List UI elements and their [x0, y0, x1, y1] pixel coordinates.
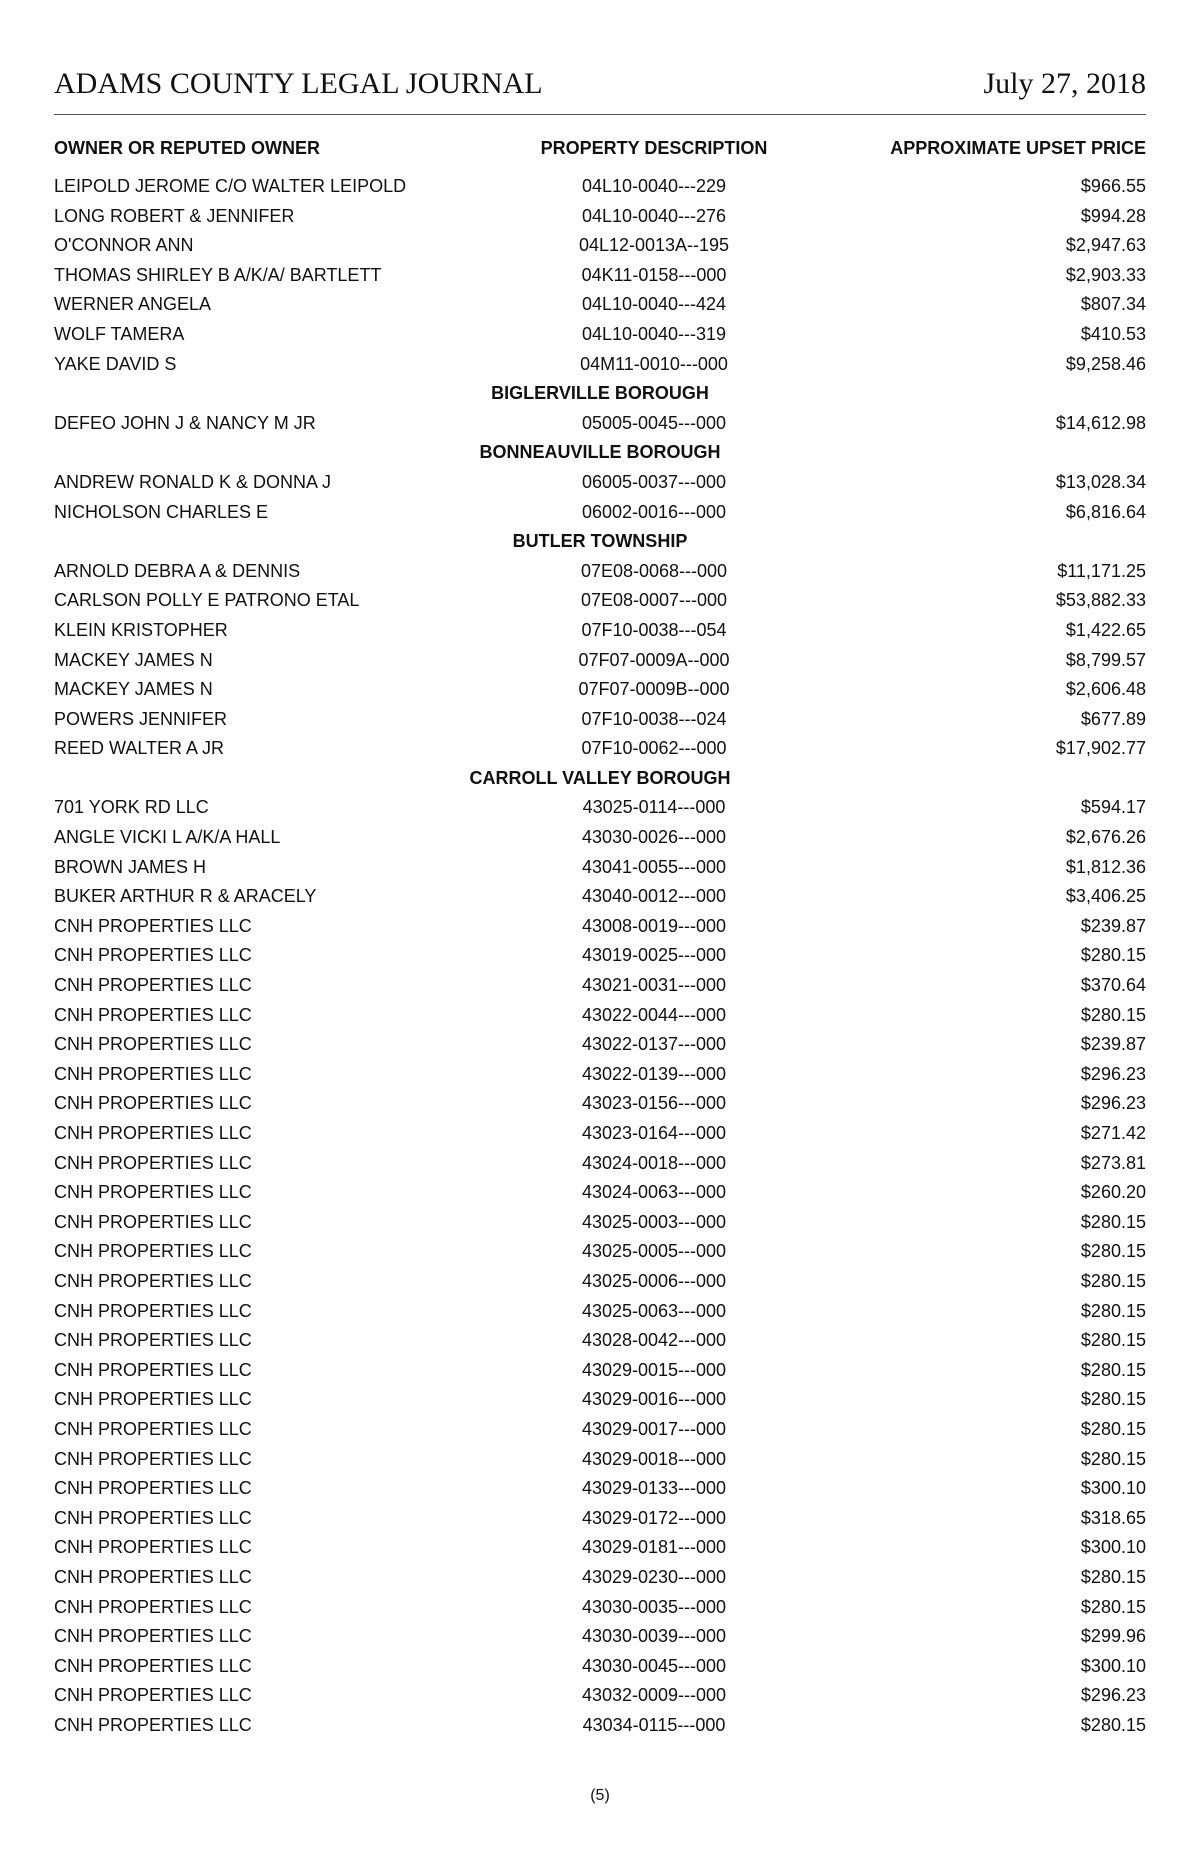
list-item — [54, 557, 1146, 587]
list-item — [54, 231, 1146, 261]
property-description: 05005-0045---000 — [581, 412, 727, 433]
upset-price: $300.10 — [1080, 1478, 1146, 1499]
upset-price: $273.81 — [1080, 1152, 1146, 1173]
upset-price: $1,422.65 — [1065, 619, 1146, 640]
property-description: 43029-0172---000 — [581, 1507, 727, 1528]
owner-name: LEIPOLD JEROME C/O WALTER LEIPOLD — [54, 176, 407, 196]
upset-price: $8,799.57 — [1065, 649, 1146, 670]
upset-price: $280.15 — [1080, 1448, 1146, 1469]
owner-name: MACKEY JAMES N — [54, 649, 213, 670]
owner-name: WERNER ANGELA — [54, 294, 212, 315]
section-heading: CARROLL VALLEY BOROUGH — [469, 767, 731, 788]
list-item — [54, 823, 1146, 853]
owner-name: CNH PROPERTIES LLC — [54, 975, 252, 996]
column-headers — [54, 136, 1146, 160]
owner-name: CNH PROPERTIES LLC — [54, 1714, 252, 1735]
property-description: 43029-0015---000 — [581, 1359, 727, 1380]
owner-name: CNH PROPERTIES LLC — [54, 1330, 252, 1351]
upset-price: $260.20 — [1080, 1182, 1146, 1203]
list-item — [54, 734, 1146, 764]
property-description: 43021-0031---000 — [581, 975, 727, 996]
property-description: 43029-0133---000 — [581, 1478, 727, 1499]
upset-price: $994.28 — [1080, 205, 1146, 226]
upset-price: $13,028.34 — [1055, 471, 1146, 492]
upset-price: $299.96 — [1080, 1626, 1146, 1647]
property-description: 07F10-0038---024 — [581, 708, 727, 729]
property-description: 04L12-0013A--195 — [578, 235, 730, 256]
list-item — [54, 853, 1146, 883]
property-description: 43024-0063---000 — [581, 1182, 727, 1203]
property-description: 43008-0019---000 — [581, 915, 727, 936]
property-description: 43019-0025---000 — [581, 945, 727, 966]
owner-name: ANDREW RONALD K & DONNA J — [54, 471, 332, 492]
list-item — [54, 705, 1146, 735]
owner-name: CNH PROPERTIES LLC — [54, 1448, 252, 1469]
upset-price: $271.42 — [1080, 1123, 1146, 1143]
owner-name: DEFEO JOHN J & NANCY M JR — [54, 412, 316, 433]
property-description: 43022-0137---000 — [581, 1034, 727, 1055]
property-description: 43025-0003---000 — [581, 1211, 727, 1232]
upset-price: $280.15 — [1080, 1418, 1146, 1439]
owner-name: CNH PROPERTIES LLC — [54, 1034, 252, 1055]
list-item — [54, 1267, 1146, 1297]
owner-name: THOMAS SHIRLEY B A/K/A/ BARTLETT — [54, 264, 382, 285]
list-item — [54, 1178, 1146, 1208]
list-item — [54, 409, 1146, 439]
owner-name: CNH PROPERTIES LLC — [54, 1596, 252, 1617]
list-item — [54, 320, 1146, 350]
property-description: 43029-0018---000 — [581, 1448, 727, 1469]
property-description: 43032-0009---000 — [581, 1685, 727, 1706]
owner-name: KLEIN KRISTOPHER — [54, 619, 228, 640]
property-description: 43025-0006---000 — [581, 1270, 727, 1291]
page-number: (5) — [590, 1787, 610, 1804]
upset-price: $410.53 — [1080, 323, 1146, 344]
upset-price: $300.10 — [1080, 1537, 1146, 1558]
list-item — [54, 1474, 1146, 1504]
owner-name: CNH PROPERTIES LLC — [54, 945, 252, 966]
upset-price: $53,882.33 — [1055, 590, 1146, 611]
property-list — [54, 172, 1146, 1740]
owner-name: WOLF TAMERA — [54, 323, 185, 344]
owner-name: CNH PROPERTIES LLC — [54, 1004, 252, 1025]
upset-price: $2,606.48 — [1065, 679, 1146, 700]
owner-name: CNH PROPERTIES LLC — [54, 1418, 252, 1439]
list-item — [54, 1445, 1146, 1475]
upset-price: $2,676.26 — [1065, 827, 1146, 848]
issue-date: July 27, 2018 — [983, 67, 1146, 100]
owner-name: POWERS JENNIFER — [54, 708, 228, 729]
property-description: 04L10-0040---319 — [581, 323, 727, 344]
property-description: 43025-0063---000 — [581, 1300, 727, 1321]
section-heading: BIGLERVILLE BOROUGH — [491, 383, 709, 404]
property-description: 04M11-0010---000 — [580, 353, 728, 374]
list-item — [54, 675, 1146, 705]
property-description: 43029-0181---000 — [581, 1537, 727, 1558]
list-item — [54, 912, 1146, 942]
list-item — [54, 1030, 1146, 1060]
owner-name: CNH PROPERTIES LLC — [54, 1152, 252, 1173]
property-description: 43030-0045---000 — [581, 1655, 727, 1676]
property-description: 43023-0156---000 — [581, 1093, 727, 1114]
list-item — [54, 1208, 1146, 1238]
list-item — [54, 1593, 1146, 1623]
list-item — [54, 1711, 1146, 1741]
list-item — [54, 1237, 1146, 1267]
list-item — [54, 1652, 1146, 1682]
page-header — [54, 62, 1146, 115]
list-item — [54, 586, 1146, 616]
property-description: 07E08-0068---000 — [580, 560, 728, 581]
owner-name: CNH PROPERTIES LLC — [54, 1241, 252, 1262]
upset-price: $280.15 — [1080, 1004, 1146, 1025]
list-item — [54, 468, 1146, 498]
upset-price: $300.10 — [1080, 1655, 1146, 1676]
list-item — [54, 971, 1146, 1001]
owner-name: BROWN JAMES H — [54, 856, 207, 877]
upset-price: $594.17 — [1080, 797, 1146, 818]
list-item — [54, 793, 1146, 823]
property-description: 43025-0005---000 — [581, 1241, 727, 1262]
upset-price: $3,406.25 — [1065, 886, 1146, 907]
owner-name: CNH PROPERTIES LLC — [54, 1478, 252, 1499]
upset-price: $17,902.77 — [1055, 738, 1146, 759]
upset-price: $966.55 — [1080, 176, 1146, 196]
property-description: 04L10-0040---229 — [581, 176, 727, 196]
owner-name: REED WALTER A JR — [54, 738, 225, 759]
property-description: 43041-0055---000 — [581, 856, 727, 877]
section-heading: BUTLER TOWNSHIP — [512, 531, 688, 552]
property-description: 43024-0018---000 — [581, 1152, 727, 1173]
journal-title: ADAMS COUNTY LEGAL JOURNAL — [54, 67, 543, 100]
list-item — [54, 1415, 1146, 1445]
upset-price: $280.15 — [1080, 1566, 1146, 1587]
owner-name: LONG ROBERT & JENNIFER — [54, 205, 295, 226]
owner-name: CNH PROPERTIES LLC — [54, 1359, 252, 1380]
upset-price: $2,947.63 — [1065, 235, 1146, 256]
upset-price: $11,171.25 — [1057, 560, 1146, 581]
owner-name: NICHOLSON CHARLES E — [54, 501, 269, 522]
upset-price: $9,258.46 — [1065, 353, 1146, 374]
list-item — [54, 498, 1146, 528]
upset-price: $296.23 — [1080, 1685, 1146, 1706]
upset-price: $296.23 — [1080, 1093, 1146, 1114]
upset-price: $280.15 — [1080, 1300, 1146, 1321]
upset-price: $280.15 — [1080, 1596, 1146, 1617]
list-item — [54, 1060, 1146, 1090]
property-description: 43023-0164---000 — [581, 1123, 727, 1143]
owner-name: CNH PROPERTIES LLC — [54, 1507, 252, 1528]
owner-name: BUKER ARTHUR R & ARACELY — [54, 886, 317, 907]
property-description: 07E08-0007---000 — [580, 590, 728, 611]
property-description: 43029-0016---000 — [581, 1389, 727, 1410]
property-description: 04L10-0040---424 — [581, 294, 727, 315]
property-description: 43030-0026---000 — [581, 827, 727, 848]
list-item — [54, 1119, 1146, 1149]
owner-name: CARLSON POLLY E PATRONO ETAL — [54, 590, 360, 611]
list-item — [54, 1681, 1146, 1711]
property-description: 43030-0035---000 — [581, 1596, 727, 1617]
upset-price: $280.15 — [1080, 1330, 1146, 1351]
list-item — [54, 350, 1146, 380]
owner-name: ARNOLD DEBRA A & DENNIS — [54, 560, 301, 581]
property-description: 04K11-0158---000 — [581, 264, 727, 285]
list-item — [54, 1149, 1146, 1179]
property-description: 43025-0114---000 — [582, 797, 726, 818]
owner-name: CNH PROPERTIES LLC — [54, 1270, 252, 1291]
list-item — [54, 1089, 1146, 1119]
property-description: 07F10-0062---000 — [581, 738, 727, 759]
upset-price: $296.23 — [1080, 1063, 1146, 1084]
list-item — [54, 290, 1146, 320]
property-description: 07F10-0038---054 — [581, 619, 727, 640]
property-description: 06005-0037---000 — [581, 471, 727, 492]
property-description: 43029-0230---000 — [581, 1566, 727, 1587]
property-description: 43022-0044---000 — [581, 1004, 727, 1025]
list-item — [54, 646, 1146, 676]
list-item — [54, 1504, 1146, 1534]
property-description: 43028-0042---000 — [581, 1330, 727, 1351]
list-item — [54, 1533, 1146, 1563]
owner-name: MACKEY JAMES N — [54, 679, 213, 700]
list-item — [54, 1563, 1146, 1593]
upset-price: $1,812.36 — [1065, 856, 1146, 877]
property-description: 43034-0115---000 — [582, 1714, 726, 1735]
column-header-property: PROPERTY DESCRIPTION — [540, 138, 768, 158]
list-item — [54, 202, 1146, 232]
owner-name: 701 YORK RD LLC — [54, 797, 209, 818]
list-item — [54, 261, 1146, 291]
upset-price: $14,612.98 — [1055, 412, 1146, 433]
upset-price: $280.15 — [1080, 945, 1146, 966]
list-item — [54, 941, 1146, 971]
owner-name: CNH PROPERTIES LLC — [54, 1655, 252, 1676]
upset-price: $280.15 — [1080, 1241, 1146, 1262]
owner-name: O'CONNOR ANN — [54, 235, 194, 256]
upset-price: $280.15 — [1080, 1359, 1146, 1380]
owner-name: CNH PROPERTIES LLC — [54, 1211, 252, 1232]
upset-price: $280.15 — [1080, 1211, 1146, 1232]
owner-name: CNH PROPERTIES LLC — [54, 1566, 252, 1587]
list-item — [54, 882, 1146, 912]
list-item — [54, 616, 1146, 646]
owner-name: CNH PROPERTIES LLC — [54, 1389, 252, 1410]
column-header-price: APPROXIMATE UPSET PRICE — [890, 138, 1146, 158]
upset-price: $807.34 — [1080, 294, 1146, 315]
upset-price: $6,816.64 — [1065, 501, 1146, 522]
owner-name: YAKE DAVID S — [54, 353, 177, 374]
property-description: 43029-0017---000 — [581, 1418, 727, 1439]
upset-price: $280.15 — [1080, 1389, 1146, 1410]
property-description: 07F07-0009A--000 — [578, 649, 730, 670]
upset-price: $370.64 — [1080, 975, 1146, 996]
property-description: 43022-0139---000 — [581, 1063, 727, 1084]
list-item — [54, 1326, 1146, 1356]
property-description: 06002-0016---000 — [581, 501, 727, 522]
owner-name: ANGLE VICKI L A/K/A HALL — [54, 827, 281, 848]
owner-name: CNH PROPERTIES LLC — [54, 1123, 252, 1143]
owner-name: CNH PROPERTIES LLC — [54, 915, 252, 936]
property-description: 07F07-0009B--000 — [578, 679, 730, 700]
upset-price: $239.87 — [1080, 1034, 1146, 1055]
owner-name: CNH PROPERTIES LLC — [54, 1626, 252, 1647]
owner-name: CNH PROPERTIES LLC — [54, 1093, 252, 1114]
property-description: 43040-0012---000 — [581, 886, 727, 907]
list-item — [54, 1622, 1146, 1652]
owner-name: CNH PROPERTIES LLC — [54, 1182, 252, 1203]
list-item — [54, 1385, 1146, 1415]
property-description: 43030-0039---000 — [581, 1626, 727, 1647]
list-item — [54, 1001, 1146, 1031]
owner-name: CNH PROPERTIES LLC — [54, 1300, 252, 1321]
upset-price: $318.65 — [1080, 1507, 1146, 1528]
owner-name: CNH PROPERTIES LLC — [54, 1537, 252, 1558]
list-item — [54, 172, 1146, 202]
list-item — [54, 1297, 1146, 1327]
upset-price: $2,903.33 — [1065, 264, 1146, 285]
owner-name: CNH PROPERTIES LLC — [54, 1685, 252, 1706]
upset-price: $239.87 — [1080, 915, 1146, 936]
property-description: 04L10-0040---276 — [581, 205, 727, 226]
owner-name: CNH PROPERTIES LLC — [54, 1063, 252, 1084]
column-header-owner: OWNER OR REPUTED OWNER — [54, 138, 321, 158]
upset-price: $280.15 — [1080, 1714, 1146, 1735]
upset-price: $677.89 — [1080, 708, 1146, 729]
upset-price: $280.15 — [1080, 1270, 1146, 1291]
section-heading: BONNEAUVILLE BOROUGH — [479, 442, 721, 463]
list-item — [54, 1356, 1146, 1386]
